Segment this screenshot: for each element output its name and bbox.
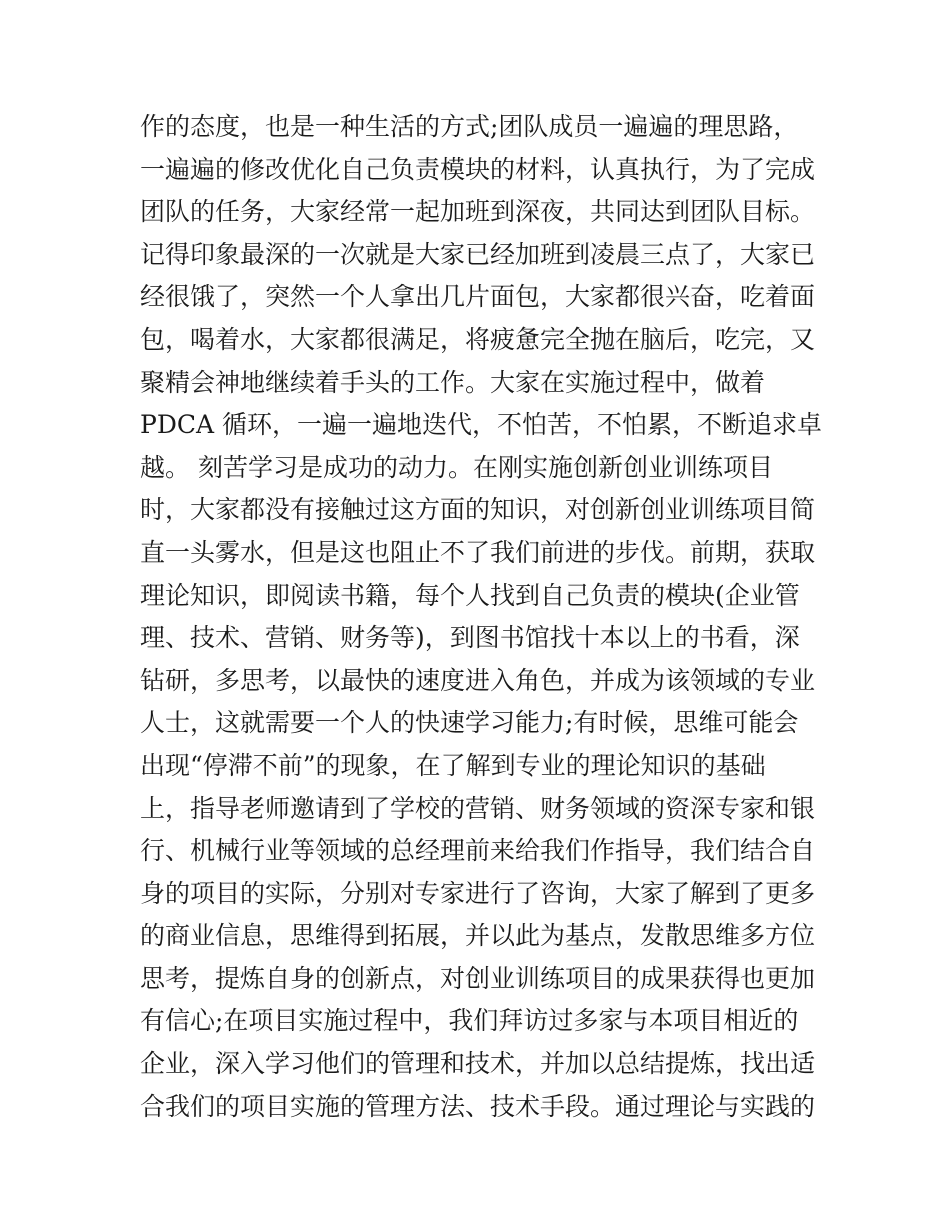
text-line: 身的项目的实际，分别对专家进行了咨询，大家了解到了更多 (140, 878, 816, 908)
text-line: 理论知识，即阅读书籍，每个人找到自己负责的模块(企业管 (140, 580, 800, 610)
text-line: 行、机械行业等领域的总经理前来给我们作指导，我们结合自 (140, 836, 816, 866)
text-line: 企业，深入学习他们的管理和技术，并加以总结提炼，找出适 (140, 1049, 816, 1079)
text-line: 团队的任务，大家经常一起加班到深夜，共同达到团队目标。 (140, 197, 816, 227)
text-line: 记得印象最深的一次就是大家已经加班到凌晨三点了，大家已 (140, 239, 816, 269)
text-line: 时，大家都没有接触过这方面的知识，对创新创业训练项目简 (140, 495, 816, 525)
text-line: 合我们的项目实施的管理方法、技术手段。通过理论与实践的 (140, 1091, 816, 1121)
text-line: 上，指导老师邀请到了学校的营销、财务领域的资深专家和银 (140, 793, 816, 823)
text-line: 作的态度，也是一种生活的方式;团队成员一遍遍的理思路， (140, 112, 799, 141)
text-line: 越。 刻苦学习是成功的动力。在刚实施创新创业训练项目 (140, 452, 773, 482)
text-line: 人士，这就需要一个人的快速学习能力;有时候，思维可能会 (140, 708, 799, 738)
text-line: 出现“停滞不前”的现象，在了解到专业的理论知识的基础 (140, 750, 766, 780)
body-text (140, 106, 830, 1128)
text-line: 聚精会神地继续着手头的工作。大家在实施过程中，做着 (140, 367, 766, 397)
text-line: 直一头雾水，但是这也阻止不了我们前进的步伐。前期，获取 (140, 537, 816, 567)
text-line: 的商业信息，思维得到拓展，并以此为基点，发散思维多方位 (140, 921, 816, 951)
text-line: 理、技术、营销、财务等)，到图书馆找十本以上的书看，深 (140, 623, 800, 653)
text-line: 有信心;在项目实施过程中，我们拜访过多家与本项目相近的 (140, 1006, 799, 1036)
text-line: 钻研，多思考，以最快的速度进入角色，并成为该领域的专业 (140, 665, 816, 695)
text-line: 经很饿了，突然一个人拿出几片面包，大家都很兴奋，吃着面 (140, 282, 816, 312)
text-line: PDCA 循环，一遍一遍地迭代，不怕苦，不怕累，不断追求卓 (140, 410, 822, 440)
text-line: 一遍遍的修改优化自己负责模块的材料，认真执行，为了完成 (140, 154, 816, 184)
text-line: 思考，提炼自身的创新点，对创业训练项目的成果获得也更加 (140, 963, 816, 993)
text-line: 包，喝着水，大家都很满足，将疲惫完全抛在脑后，吃完，又 (140, 324, 816, 354)
